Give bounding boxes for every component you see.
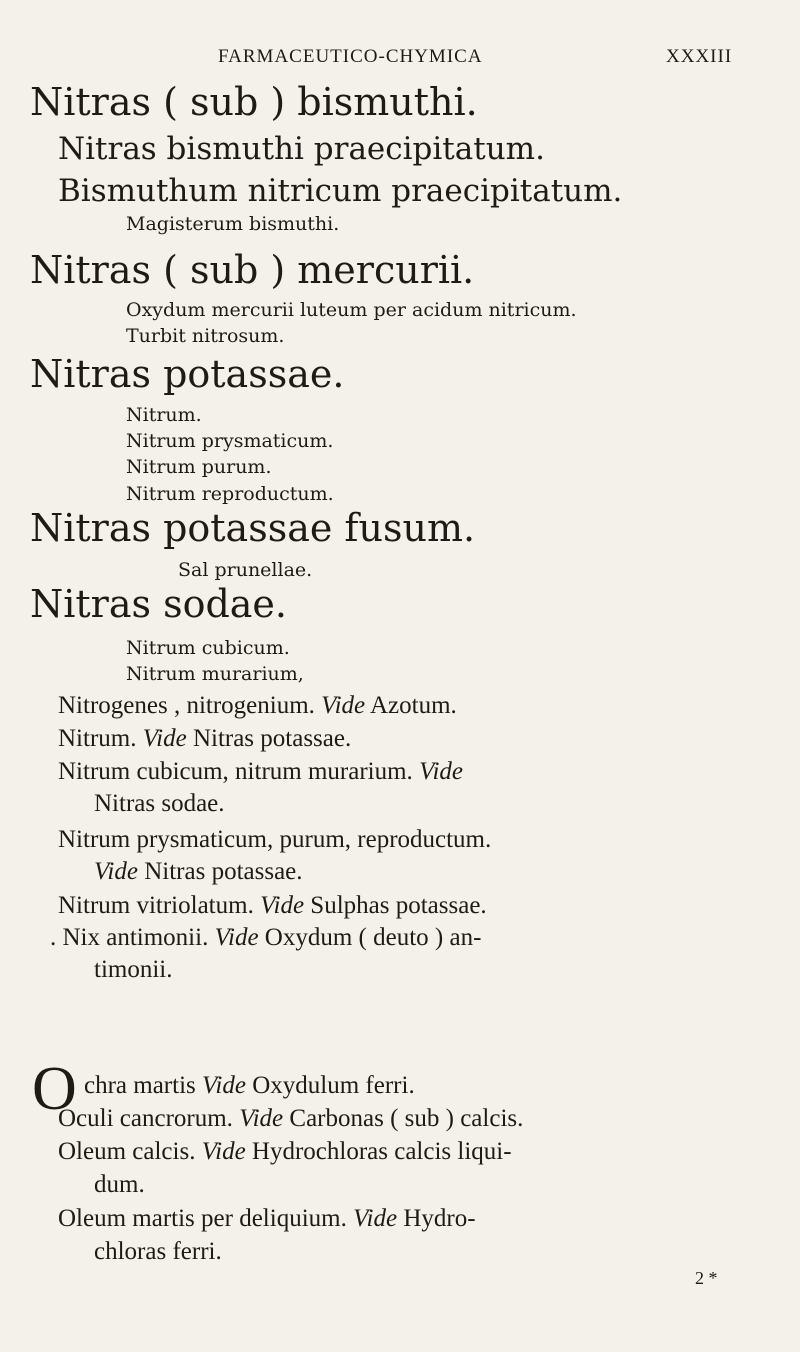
entry-heading: Nitras potassae fusum. (30, 506, 476, 550)
entry-heading: Nitras potassae. (30, 352, 345, 396)
cross-reference-continuation: timonii. (94, 956, 173, 983)
synonym: Oxydum mercurii luteum per acidum nitricum. (126, 299, 577, 321)
running-title: FARMACEUTICO-CHYMICA (218, 46, 483, 67)
cross-reference: Oleum martis per deliquium. Vide Hydro- (58, 1205, 476, 1232)
running-head (0, 46, 800, 76)
cross-reference: Oleum calcis. Vide Hydrochloras calcis liqui- (58, 1138, 512, 1165)
cross-reference-continuation: dum. (94, 1171, 145, 1198)
cross-reference: Nitrum. Vide Nitras potassae. (58, 725, 352, 752)
synonym: Nitrum cubicum. (126, 637, 290, 659)
synonym: Sal prunellae. (178, 559, 313, 581)
synonym: Nitrum purum. (126, 456, 272, 478)
cross-reference-continuation: chloras ferri. (94, 1238, 222, 1265)
cross-reference: chra martis Vide Oxydulum ferri. (84, 1072, 415, 1099)
synonym: Turbit nitrosum. (126, 325, 285, 347)
synonym: Nitrum reproductum. (126, 483, 334, 505)
cross-reference: Oculi cancrorum. Vide Carbonas ( sub ) calcis. (58, 1105, 524, 1132)
synonym: Nitras bismuthi praecipitatum. (58, 131, 545, 167)
cross-reference-continuation: Nitras sodae. (94, 790, 225, 817)
synonym: Magisterum bismuthi. (126, 213, 340, 235)
signature-mark: 2 * (695, 1268, 718, 1288)
cross-reference: Nitrum cubicum, nitrum murarium. Vide (58, 758, 464, 785)
cross-reference: Nitrogenes , nitrogenium. Vide Azotum. (58, 692, 457, 719)
synonym: Nitrum murarium, (126, 663, 304, 685)
cross-reference: Nitrum prysmaticum, purum, reproductum. (58, 826, 492, 853)
cross-reference-continuation: Vide Nitras potassae. (94, 858, 303, 885)
entry-heading: Nitras sodae. (30, 582, 288, 626)
drop-cap: O (32, 1055, 77, 1123)
cross-reference: . Nix antimonii. Vide Oxydum ( deuto ) an- (50, 924, 482, 951)
page-number: XXXIII (666, 46, 733, 67)
entry-heading: Nitras ( sub ) bismuthi. (30, 80, 478, 124)
synonym: Nitrum. (126, 404, 202, 426)
synonym: Nitrum prysmaticum. (126, 430, 334, 452)
synonym: Bismuthum nitricum praecipitatum. (58, 173, 623, 209)
entry-heading: Nitras ( sub ) mercurii. (30, 248, 475, 292)
cross-reference: Nitrum vitriolatum. Vide Sulphas potassae. (58, 892, 487, 919)
